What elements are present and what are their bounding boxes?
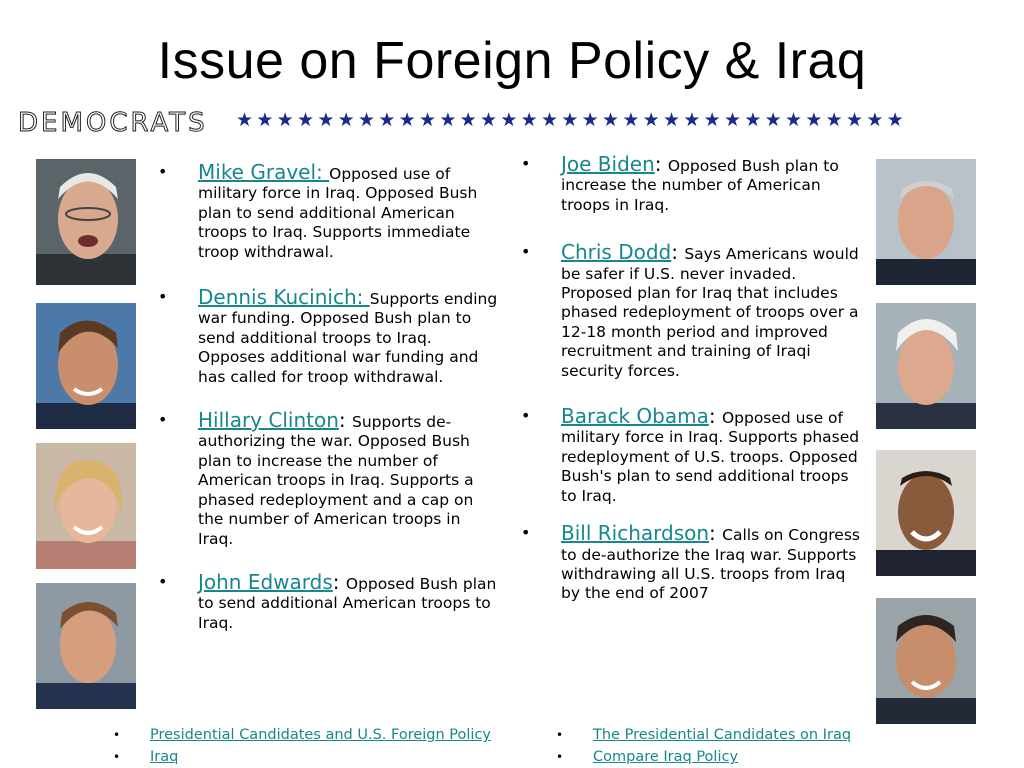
candidate-position: Opposed Bush plan to send additional American troops to Iraq. xyxy=(198,574,497,632)
candidate-clinton: • Hillary Clinton: Supports de-authorizing the war. Opposed Bush plan to increase the number of American troops in Iraq. Supports a phased redeployment and a cap on the number of American troops in Iraq. xyxy=(158,408,474,548)
bullet: • xyxy=(113,728,121,742)
candidate-biden: • Joe Biden: Opposed Bush plan to increase the number of American troops in Iraq. xyxy=(521,152,839,214)
link-hillary-clinton[interactable]: Hillary Clinton xyxy=(198,408,339,433)
photo-chris-dodd xyxy=(876,303,976,429)
footer-link-item xyxy=(113,746,491,768)
candidate-position: Supports ending war funding. Opposed Bush plan to send additional troops to Iraq. Opposes additional war funding and has called for troop withdrawal. xyxy=(198,290,498,386)
photo-john-edwards xyxy=(36,583,136,709)
candidate-position: Supports de-authorizing the war. Opposed Bush plan to increase the number of American troops in Iraq. Supports a phased redeployment and a cap on the number of American troops in Iraq. xyxy=(198,413,474,548)
right-candidate-list xyxy=(521,152,863,623)
candidate-gravel xyxy=(158,160,498,262)
candidate-position: Opposed use of military force in Iraq. Opposed Bush plan to send additional American troops to Iraq. Supports immediate troop withdrawal. xyxy=(198,165,478,261)
candidate-edwards: • John Edwards: Opposed Bush plan to send additional American troops to Iraq. xyxy=(158,569,497,632)
footer-link-item xyxy=(556,746,851,768)
link-chris-dodd[interactable]: Chris Dodd xyxy=(561,240,672,265)
left-candidate-list xyxy=(158,160,498,652)
photo-joe-biden xyxy=(876,159,976,285)
bullet: • xyxy=(521,154,531,173)
candidate-dodd: • Chris Dodd: Says Americans would be safer if U.S. never invaded. Proposed plan for Iraq that includes phased redeployment of troops over a 12-18 month period and improved recruitment and training of Iraqi security forces. xyxy=(521,240,859,380)
candidate-position: Opposed Bush plan to increase the number of American troops in Iraq. xyxy=(561,157,839,214)
link-barack-obama[interactable]: Barack Obama xyxy=(561,404,709,429)
candidate-position: Calls on Congress to de-authorize the Iraq war. Supports withdrawing all U.S. troops from Iraq by the end of 2007 xyxy=(561,526,860,603)
democrats-label: DEMOCRATS xyxy=(18,108,208,138)
link-iraq[interactable]: Iraq xyxy=(150,749,179,765)
photo-mike-gravel xyxy=(36,159,136,285)
candidate-obama: • Barack Obama: Opposed use of military force in Iraq. Supports phased redeployment of U.S. troops. Opposed Bush's plan to send additional troops to Iraq. xyxy=(521,404,860,505)
bullet: • xyxy=(158,410,168,430)
footer-link-item xyxy=(113,724,491,746)
bullet: • xyxy=(158,287,168,307)
photo-dennis-kucinich xyxy=(36,303,136,429)
candidate-kucinich xyxy=(158,285,498,387)
bullet: • xyxy=(556,750,564,764)
photo-bill-richardson xyxy=(876,598,976,724)
democrats-banner xyxy=(18,108,1008,138)
link-bill-richardson[interactable]: Bill Richardson xyxy=(561,521,710,546)
bullet: • xyxy=(521,406,531,426)
link-dennis-kucinich[interactable]: Dennis Kucinich: xyxy=(198,285,370,310)
footer-links-left xyxy=(113,724,491,768)
star-divider: ★★★★★★★★★★★★★★★★★★★★★★★★★★★★★★★★★ xyxy=(236,109,907,131)
bullet: • xyxy=(556,728,564,742)
link-candidates-on-iraq[interactable]: The Presidential Candidates on Iraq xyxy=(593,727,852,743)
page-title: Issue on Foreign Policy & Iraq xyxy=(157,32,867,90)
candidate-richardson: • Bill Richardson: Calls on Congress to de-authorize the Iraq war. Supports withdrawing all U.S. troops from Iraq by the end of 2007 xyxy=(521,521,860,603)
bullet: • xyxy=(158,571,168,591)
link-mike-gravel[interactable]: Mike Gravel: xyxy=(198,160,330,184)
footer-link-item xyxy=(556,724,851,746)
bullet: • xyxy=(521,242,531,262)
footer-links-right xyxy=(556,724,851,768)
candidate-position: Opposed use of military force in Iraq. Supports phased redeployment of U.S. troops. Opposed Bush's plan to send additional troops to Iraq. xyxy=(561,409,860,505)
bullet: • xyxy=(521,523,531,543)
link-joe-biden[interactable]: Joe Biden xyxy=(561,152,655,176)
link-john-edwards[interactable]: John Edwards xyxy=(198,569,333,594)
bullet: • xyxy=(113,750,121,764)
candidate-position: Says Americans would be safer if U.S. never invaded. Proposed plan for Iraq that includes phased redeployment of troops over a 12-18 month period and improved recruitment and training of Iraqi security forces. xyxy=(561,245,859,380)
bullet: • xyxy=(158,162,168,181)
link-candidates-foreign-policy[interactable]: Presidential Candidates and U.S. Foreign Policy xyxy=(150,727,492,743)
photo-barack-obama xyxy=(876,450,976,576)
photo-hillary-clinton xyxy=(36,443,136,569)
link-compare-iraq-policy[interactable]: Compare Iraq Policy xyxy=(593,749,739,765)
